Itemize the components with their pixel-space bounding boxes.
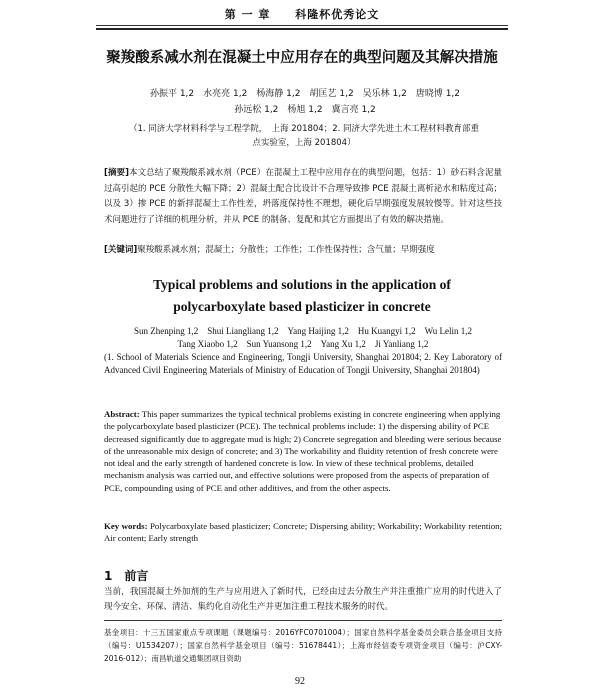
english-abstract-text: This paper summarizes the typical technical problems existing in concrete engineering when applying the polycarboxylate based plasticizer (PCE). The technical problems include: 1) the dispersing ability of PCE decreased significantly due to aggregate mud is high; 2) Concrete segregation and bleeding were serious because of the unreasonable mix design of concrete; and 3) The workability and fluidity retention of fresh concrete were not ideal and the early strength of hardened concrete is low. In view of these technical problems, detailed mechanism analysis was carried out, and effective solutions were proposed from the aspects of preparation of PCE, compounding using of PCE and other additives, and from the other aspects. bbox=[104, 409, 502, 493]
chinese-authors-line: 孙振平 1,2 水亮亮 1,2 杨海静 1,2 胡匡艺 1,2 吴乐林 1,2 唐晓博 1,2 bbox=[149, 89, 461, 99]
english-abstract-label: Abstract: bbox=[104, 409, 140, 419]
header-rule-thick bbox=[96, 28, 508, 30]
section-heading: 1 前言 bbox=[104, 569, 149, 583]
funding-footnote: 基金项目：十三五国家重点专项课题（课题编号：2016YFC0701004）；国家自然科学基金委员会联合基金项目支持（编号：U1534207）；国家自然科学基金项目（编号：51678441）；上海市经信委专项资金项目（编号：沪CXY-2016-012）；南昌轨道交通集团项目资助 bbox=[104, 628, 502, 663]
english-affiliation: (1. School of Materials Science and Engineering, Tongji University, Shanghai 201804; 2. Key Laboratory of Advanced Civil Engineering Materials of Ministry of Education of Tongji University, Shanghai 201804) bbox=[104, 352, 502, 375]
english-title-line: polycarboxylate based plasticizer in concrete bbox=[173, 299, 431, 314]
footnote-rule bbox=[104, 620, 502, 621]
chinese-keywords bbox=[104, 243, 502, 257]
english-title-line: Typical problems and solutions in the application of bbox=[153, 277, 451, 292]
chinese-abstract-text: 本文总结了聚羧酸系减水剂（PCE）在混凝土工程中应用存在的典型问题，包括：1）砂石料含泥量过高引起的 PCE 分散性大幅下降；2）混凝土配合比设计不合理导致掺 PCE 混凝土离析泌水和粘度过高；以及 3）掺 PCE 的新拌混凝土工作性差，坍落度保持性不理想，硬化后早期强度发展较慢等。针对这些技术问题进行了详细的机理分析，并从 PCE 的制备、复配和其它方面提出了有效的解决措施。 bbox=[104, 168, 502, 225]
english-authors-line: Tang Xiaobo 1,2 Sun Yuansong 1,2 Yang Xu 1,2 Ji Yanliang 1,2 bbox=[177, 339, 429, 349]
chapter-label: 第 一 章 bbox=[224, 8, 271, 21]
chinese-affiliation-line: （1. 同济大学材料科学与工程学院， 上海 201804；2. 同济大学先进土木工程材料教育部重 bbox=[128, 124, 480, 134]
chinese-keywords-label: [关键词] bbox=[104, 245, 138, 255]
chinese-affiliation bbox=[104, 122, 504, 150]
page-number: 92 bbox=[295, 676, 305, 687]
book-title: 科隆杯优秀论文 bbox=[295, 8, 380, 21]
chinese-abstract bbox=[104, 166, 502, 228]
running-header bbox=[96, 6, 508, 24]
english-keywords-label: Key words: bbox=[104, 521, 148, 531]
english-keywords bbox=[104, 520, 502, 545]
header-rule-thin bbox=[96, 25, 508, 26]
chinese-keywords-text: 聚羧酸系减水剂；混凝土；分散性；工作性；工作性保持性；含气量；早期强度 bbox=[137, 245, 435, 255]
english-authors bbox=[104, 325, 502, 351]
english-abstract bbox=[104, 408, 502, 494]
english-title bbox=[96, 274, 508, 318]
chinese-authors bbox=[130, 86, 480, 118]
chinese-title: 聚羧酸系减水剂在混凝土中应用存在的典型问题及其解决措施 bbox=[106, 50, 498, 66]
chinese-authors-line: 孙远松 1,2 杨旭 1,2 冀言亮 1,2 bbox=[234, 105, 376, 115]
chinese-affiliation-line: 点实验室，上海 201804） bbox=[252, 138, 356, 148]
chinese-abstract-label: [摘要] bbox=[104, 168, 129, 178]
section-body: 当前，我国混凝土外加剂的生产与应用进入了新时代，已经由过去分散生产并注重推广应用的时代进入了现今安全、环保、清洁、集约化自动化生产并更加注重工程技术服务的时代。 bbox=[104, 587, 502, 612]
english-keywords-text: Polycarboxylate based plasticizer; Concrete; Dispersing ability; Workability; Workability retention; Air content; Early strength bbox=[104, 521, 502, 544]
english-authors-line: Sun Zhenping 1,2 Shui Liangliang 1,2 Yang Haijing 1,2 Hu Kuangyi 1,2 Wu Lelin 1,2 bbox=[134, 326, 472, 336]
